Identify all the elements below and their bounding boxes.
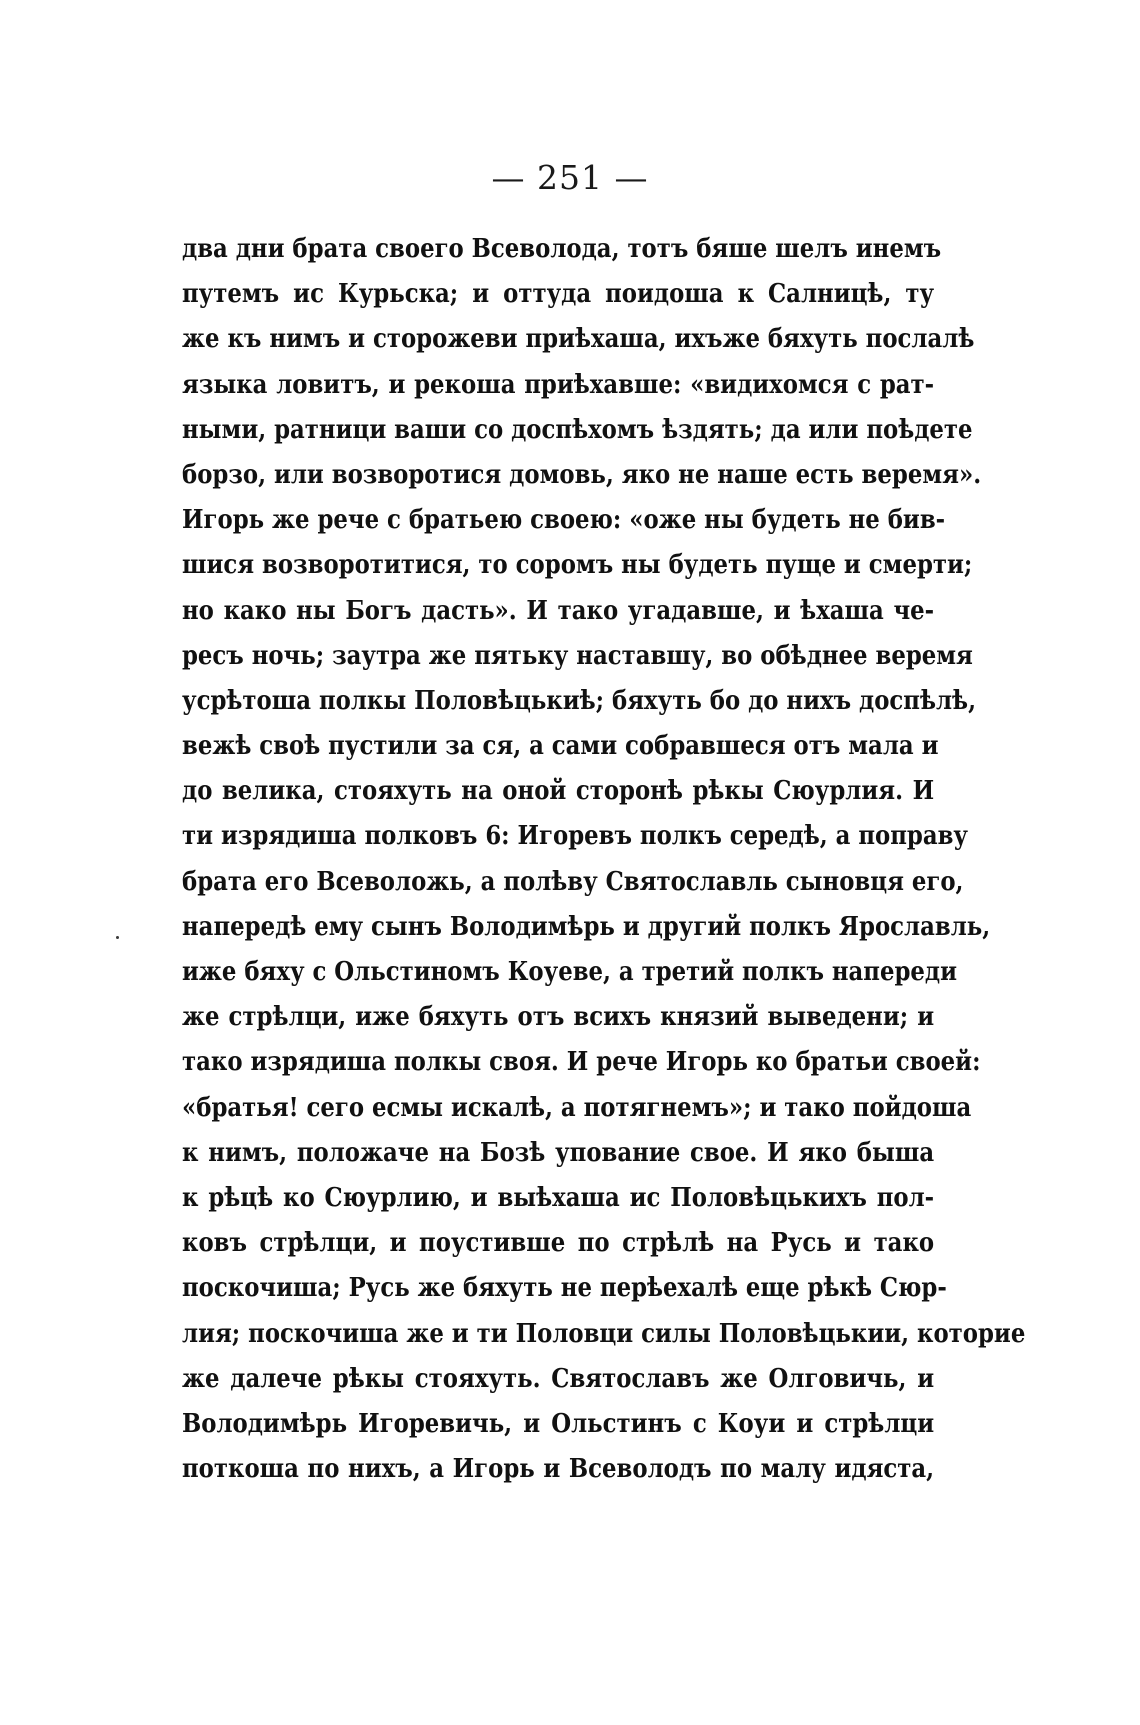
text-line: иже бяху с Ольстиномъ Коуеве, а третий полкъ напереди — [182, 956, 958, 987]
text-line: Володимѣрь Игоревичь, и Ольстинъ с Коуи и стрѣлци — [182, 1407, 935, 1439]
text-line: напередѣ ему сынъ Володимѣрь и другий полкъ Ярославль, — [182, 910, 991, 942]
page-number: — 251 — — [491, 158, 649, 197]
text-line: ресъ ночь; заутра же пятьку наставшу, во обѣднее веремя — [182, 639, 973, 671]
text-line: поскочиша; Русь же бяхуть не перѣехалѣ еще рѣкѣ Сюр- — [182, 1272, 947, 1304]
text-line: поткоша по нихъ, а Игорь и Всеволодъ по малу идяста, — [182, 1453, 935, 1485]
body-text — [182, 226, 1026, 1491]
text-line: лия; поскочиша же и ти Половци силы Половѣцькии, которие — [182, 1317, 1026, 1349]
text-line: же далече рѣкы стояхуть. Святославъ же Олговичь, и — [182, 1362, 935, 1394]
text-line: к нимъ, положаче на Бозѣ упование свое. И яко быша — [182, 1136, 935, 1168]
text-line: «братья! сего есмы искалѣ, а потягнемъ»; и тако пойдоша — [182, 1091, 972, 1123]
text-line: до велика, стояхуть на оной сторонѣ рѣкы Сюурлия. И — [182, 775, 935, 807]
text-line: ными, ратници ваши со доспѣхомъ ѣздять; да или поѣдете — [182, 413, 973, 445]
text-line: Игорь же рече с братьею своею: «оже ны будеть не бив- — [182, 504, 946, 536]
text-line: шися возворотитися, то соромъ ны будеть пуще и смерти; — [182, 549, 973, 581]
text-line: же стрѣлци, иже бяхуть отъ всихъ князий выведени; и — [182, 1001, 935, 1033]
text-line: борзо, или возворотися домовь, яко не наше есть веремя». — [182, 458, 982, 490]
text-line: тако изрядиша полкы своя. И рече Игорь ко братьи своей: — [182, 1046, 981, 1078]
text-line: ти изрядиша полковъ 6: Игоревъ полкъ середѣ, а поправу — [182, 820, 969, 852]
text-line: языка ловитъ, и рекоша приѣхавше: «видихомся с рат- — [182, 368, 935, 400]
text-line: к рѣцѣ ко Сюурлию, и выѣхаша ис Половѣцькихъ пол- — [182, 1181, 935, 1213]
text-line: брата его Всеволожь, а полѣву Святославль сыновця его, — [182, 865, 964, 897]
text-line: ковъ стрѣлци, и поустивше по стрѣлѣ на Русь и тако — [182, 1227, 935, 1259]
text-line: же къ нимъ и сторожеви приѣхаша, ихъже бяхуть послалѣ — [182, 323, 975, 355]
scan-speck — [116, 936, 119, 939]
text-line: но како ны Богъ дасть». И тако угадавше, и ѣхаша че- — [182, 594, 935, 626]
text-line: путемъ ис Курьска; и оттуда поидоша к Салницѣ, ту — [182, 278, 935, 310]
text-line: вежѣ своѣ пустили за ся, а сами собравшеся отъ мала и — [182, 730, 939, 762]
text-line: усрѣтоша полкы Половѣцькиѣ; бяхуть бо до нихъ доспѣлѣ, — [182, 684, 977, 716]
text-line: два дни брата своего Всеволода, тотъ бяше шелъ инемъ — [182, 233, 942, 264]
